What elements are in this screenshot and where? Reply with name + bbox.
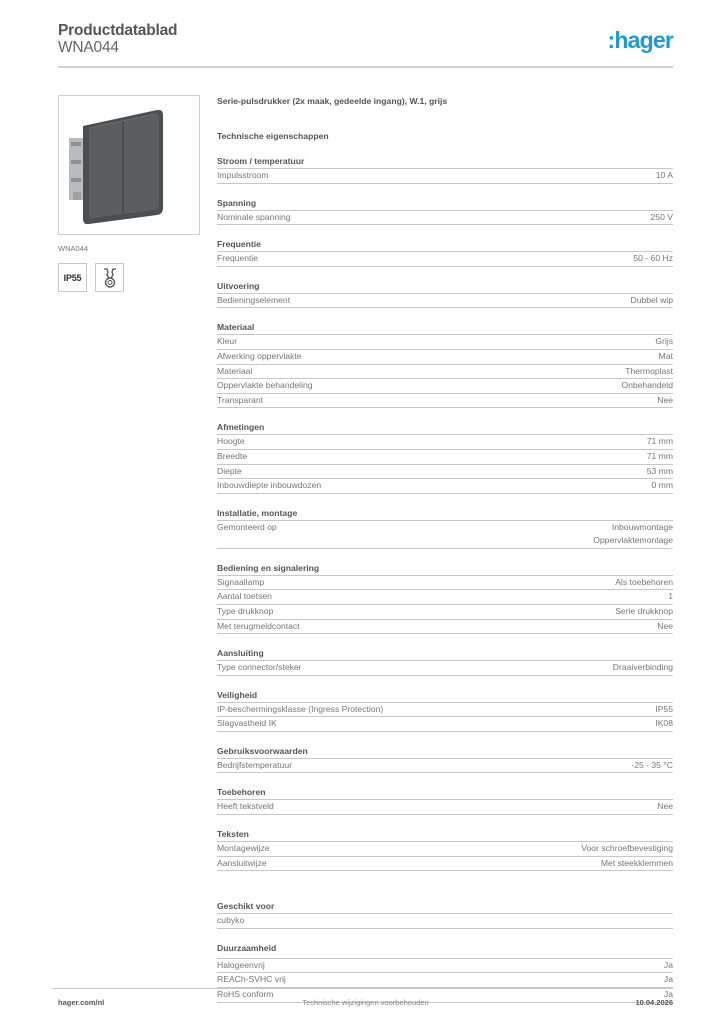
- spec-label: RoHS conform: [217, 989, 274, 1000]
- spec-label: Nominale spanning: [217, 211, 291, 222]
- footer-date: 10.04.2026: [635, 998, 673, 1007]
- spec-row: [217, 450, 673, 465]
- spec-row: [217, 465, 673, 480]
- spec-label: Impulsstroom: [217, 170, 269, 180]
- spec-row: [217, 842, 673, 857]
- spec-row: [217, 590, 673, 605]
- spec-value: 71 mm: [646, 436, 673, 447]
- spec-value: Ja: [663, 989, 673, 1000]
- spec-row: [217, 661, 673, 676]
- spec-row: [217, 703, 673, 718]
- spec-value: 1: [668, 591, 673, 602]
- section-title: Stroom / temperatuur: [217, 156, 673, 169]
- spec-row: [217, 959, 673, 974]
- section-toebehoren: [217, 787, 673, 815]
- ip-rating-badge: [58, 263, 87, 292]
- section-title: Afmetingen: [217, 422, 673, 435]
- spec-row: [217, 365, 673, 380]
- section-title: Duurzaamheid: [217, 943, 673, 959]
- spec-row: [217, 211, 673, 226]
- spec-row: [217, 294, 673, 309]
- spec-label: Met terugmeldcontact: [217, 620, 300, 631]
- spec-value: 50 - 60 Hz: [633, 253, 673, 264]
- section-veiligheid: [217, 690, 673, 732]
- section-title: Gebruiksvoorwaarden: [217, 746, 673, 759]
- spec-value: Inbouwmontage: [611, 521, 673, 532]
- spec-row: [217, 759, 673, 774]
- section-title: Uitvoering: [217, 281, 673, 294]
- section-duurzaamheid: [217, 943, 673, 1003]
- spec-row: [217, 335, 673, 350]
- spec-label: IP-beschermingsklasse (Ingress Protection): [217, 703, 384, 714]
- section-title: Toebehoren: [217, 787, 673, 800]
- spec-row: [217, 169, 673, 184]
- spec-label: Afwerking oppervlakte: [217, 350, 302, 361]
- section-title: Bediening en signalering: [217, 563, 673, 576]
- section-gebruiksvoorwaarden: [217, 746, 673, 774]
- spec-value: Serie drukknop: [615, 605, 673, 616]
- product-code: WNA044: [58, 39, 119, 56]
- spec-value: Ja: [663, 974, 673, 985]
- spec-value: Oppervlaktemontage: [593, 535, 673, 546]
- spec-value: Voor schroefbevestiging: [581, 843, 673, 854]
- spec-value: Dubbel wip: [630, 294, 673, 305]
- section-title: Veiligheid: [217, 690, 673, 703]
- spec-value: -25 - 35 °C: [631, 759, 673, 770]
- tech-properties-title: Technische eigenschappen: [217, 131, 329, 141]
- spec-value: IP55: [655, 703, 673, 714]
- spec-label: Bedieningselement: [217, 294, 291, 305]
- spec-row: [217, 914, 673, 929]
- ip-rating-label: IP55: [63, 272, 82, 283]
- footer-website-link[interactable]: hager.com/nl: [58, 998, 105, 1007]
- spec-label: Diepte: [217, 465, 242, 476]
- spec-row: [217, 479, 673, 494]
- terminal-badge: [95, 263, 124, 292]
- spec-label: Heeft tekstveld: [217, 801, 274, 812]
- spec-value: 71 mm: [646, 450, 673, 461]
- spec-label: Materiaal: [217, 365, 253, 376]
- spec-row: [217, 973, 673, 988]
- spec-value: 250 V: [650, 211, 673, 222]
- spec-label: cubyko: [217, 915, 245, 926]
- product-image: [58, 95, 200, 235]
- hager-logo: :hager: [607, 27, 673, 53]
- spec-label: Signaallamp: [217, 576, 265, 587]
- image-caption: WNA044: [58, 244, 89, 253]
- section-title: Aansluiting: [217, 648, 673, 661]
- spec-label: Frequentie: [217, 253, 259, 264]
- spec-content: [217, 95, 673, 1003]
- spec-label: Breedte: [217, 450, 248, 461]
- spec-label: Hoogte: [217, 436, 245, 447]
- section-afmetingen: [217, 422, 673, 493]
- ring-terminal-icon: [101, 267, 119, 289]
- spec-value-multi: [593, 521, 673, 548]
- section-bediening: [217, 563, 673, 634]
- section-title: Materiaal: [217, 322, 673, 335]
- section-spanning: [217, 198, 673, 226]
- section-stroom: [217, 156, 673, 184]
- spec-row: [217, 435, 673, 450]
- spec-row: [217, 521, 673, 549]
- product-sidebar: [58, 95, 200, 292]
- spec-label: Aantal toetsen: [217, 591, 272, 602]
- section-frequentie: [217, 239, 673, 267]
- spec-value: 10 A: [655, 170, 673, 180]
- switch-illustration-icon: [59, 96, 200, 235]
- spec-row: [217, 800, 673, 815]
- badge-row: [58, 263, 200, 292]
- spec-value: Ja: [663, 959, 673, 970]
- section-title: Teksten: [217, 829, 673, 842]
- section-installatie: [217, 508, 673, 549]
- spec-row: [217, 379, 673, 394]
- spec-label: Inbouwdiepte inbouwdozen: [217, 480, 322, 491]
- page-header: [58, 22, 673, 57]
- spec-row: [217, 857, 673, 872]
- footer-disclaimer: Technische wijzigingen voorbehouden: [302, 998, 429, 1007]
- header-divider: [58, 66, 673, 68]
- product-description: Serie-pulsdrukker (2x maak, gedeelde ingang), W.1, grijs: [217, 96, 448, 106]
- spec-row: [217, 576, 673, 591]
- spec-label: Type drukknop: [217, 605, 274, 616]
- spec-label: Slagvastheid IK: [217, 718, 277, 729]
- spec-value: Met steekklemmen: [600, 857, 673, 868]
- footer-divider: [52, 988, 673, 989]
- spec-value: Thermoplast: [625, 365, 673, 376]
- spec-row: [217, 717, 673, 732]
- spec-value: Onbehandeld: [621, 380, 673, 391]
- document-title: Productdatablad: [58, 22, 178, 39]
- section-uitvoering: [217, 281, 673, 309]
- spec-label: Aansluitwijze: [217, 857, 267, 868]
- spec-value: Draaiverbinding: [612, 662, 673, 673]
- spec-value: IK08: [655, 718, 673, 729]
- spec-label: Montagewijze: [217, 843, 270, 854]
- spec-label: Kleur: [217, 336, 238, 347]
- section-aansluiting: [217, 648, 673, 676]
- spec-label: Type connector/steker: [217, 662, 302, 673]
- spec-value: 0 mm: [651, 480, 673, 491]
- spec-value: Nee: [657, 801, 673, 812]
- section-geschikt-voor: [217, 901, 673, 929]
- spec-value: Nee: [657, 620, 673, 631]
- spec-label: Gemonteerd op: [217, 521, 277, 532]
- spec-row: [217, 620, 673, 635]
- spec-label: REACh-SVHC vrij: [217, 974, 286, 985]
- spec-value: 53 mm: [646, 465, 673, 476]
- spec-row: [217, 394, 673, 409]
- spec-label: Bedrijfstemperatuur: [217, 759, 292, 770]
- spec-value: Nee: [657, 394, 673, 405]
- section-materiaal: [217, 322, 673, 408]
- section-title: Frequentie: [217, 239, 673, 252]
- spec-label: Transparant: [217, 394, 264, 405]
- spec-row: [217, 252, 673, 267]
- section-title: Geschikt voor: [217, 901, 673, 914]
- section-teksten: [217, 829, 673, 871]
- section-title: Spanning: [217, 198, 673, 211]
- spec-value: Als toebehoren: [615, 576, 673, 587]
- spec-value: Grijs: [655, 336, 673, 347]
- spec-label: Oppervlakte behandeling: [217, 380, 313, 391]
- spec-row: [217, 605, 673, 620]
- spec-label: Halogeenvrij: [217, 959, 265, 970]
- section-title: Installatie, montage: [217, 508, 673, 521]
- spec-value: Mat: [658, 350, 673, 361]
- spec-row: [217, 350, 673, 365]
